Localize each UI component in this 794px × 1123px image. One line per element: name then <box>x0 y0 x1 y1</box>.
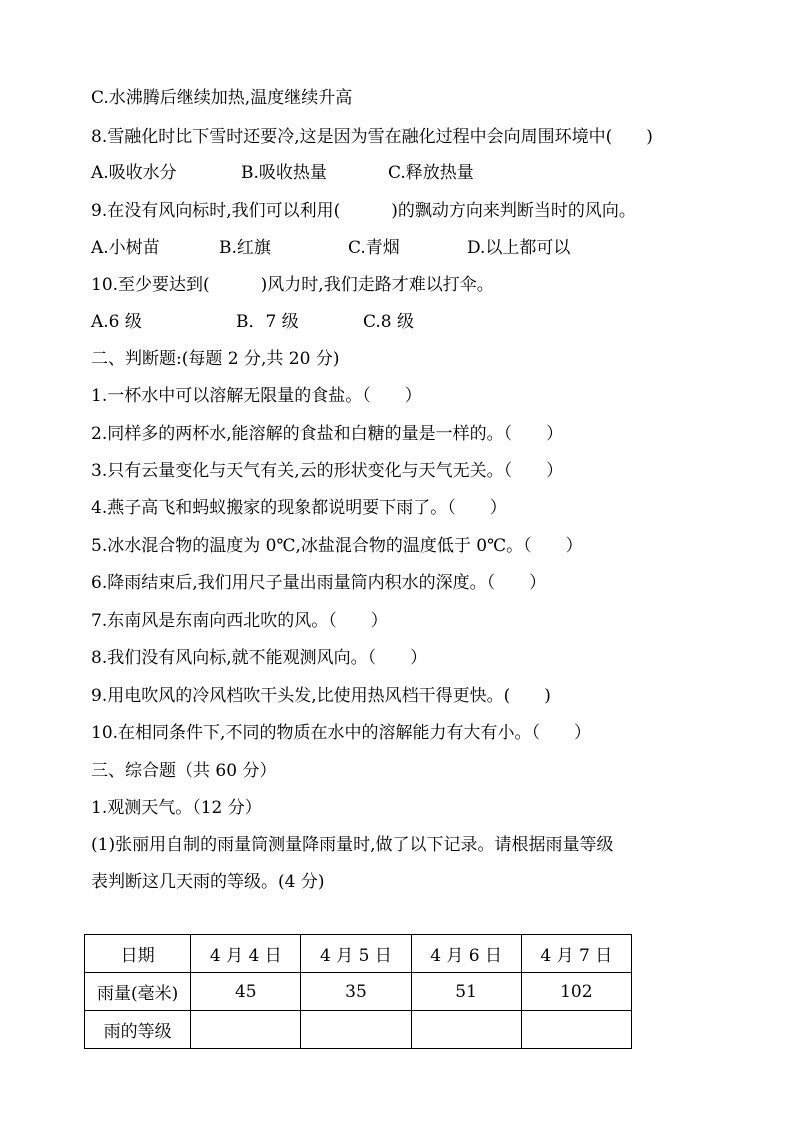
judge-item-7: 7.东南风是东南向西北吹的风。（ ） <box>91 611 388 631</box>
table-cell: 35 <box>301 973 411 1011</box>
judge-item-3: 3.只有云量变化与天气有关,云的形状变化与天气无关。（ ） <box>91 461 564 481</box>
q8-option-b: B.吸收热量 <box>241 163 327 183</box>
judge-item-10: 10.在相同条件下,不同的物质在水中的溶解能力有大有小。（ ） <box>91 723 591 743</box>
table-cell: 雨的等级 <box>85 1011 191 1049</box>
q9-option-c: C.青烟 <box>348 238 400 258</box>
q10-options <box>91 310 415 334</box>
q8-option-a: A.吸收水分 <box>91 163 177 183</box>
judge-item-9: 9.用电吹风的冷风档吹干头发,比使用热风档干得更快。( ) <box>91 686 551 706</box>
table-cell: 日期 <box>85 935 191 973</box>
q8-option-c: C.释放热量 <box>388 163 474 183</box>
q10-option-b: B．7 级 <box>236 312 299 332</box>
judge-item-8: 8.我们没有风向标,就不能观测风向。（ ） <box>91 648 428 668</box>
table-row-grade <box>85 1011 632 1049</box>
judge-item-1: 1.一杯水中可以溶解无限量的食盐。（ ） <box>91 386 422 406</box>
q7-option-c: C.水沸腾后继续加热,温度继续升高 <box>91 88 353 108</box>
rainfall-table <box>84 934 632 1049</box>
table-cell: 4 月 7 日 <box>521 935 631 973</box>
q9-options <box>91 236 571 260</box>
q10-stem: 10.至少要达到( )风力时,我们走路才难以打伞。 <box>91 275 494 295</box>
q9-option-b: B.红旗 <box>219 238 271 258</box>
table-cell: 51 <box>411 973 521 1011</box>
grade-answer-cell[interactable] <box>191 1011 301 1049</box>
judge-item-2: 2.同样多的两杯水,能溶解的食盐和白糖的量是一样的。（ ） <box>91 424 564 444</box>
table-cell: 102 <box>521 973 631 1011</box>
q9-stem: 9.在没有风向标时,我们可以利用( )的飘动方向来判断当时的风向。 <box>91 201 636 221</box>
judge-item-6: 6.降雨结束后,我们用尺子量出雨量筒内积水的深度。（ ） <box>91 573 547 593</box>
table-cell: 4 月 6 日 <box>411 935 521 973</box>
section3-title: 三、综合题（共 60 分） <box>91 761 277 781</box>
section3-q1-1-line1: (1)张丽用自制的雨量筒测量降雨量时,做了以下记录。请根据雨量等级 <box>91 835 614 855</box>
table-cell: 45 <box>191 973 301 1011</box>
q9-option-d: D.以上都可以 <box>467 238 571 258</box>
table-cell: 雨量(毫米) <box>85 973 191 1011</box>
q10-option-a: A.6 级 <box>91 312 142 332</box>
table-row-header <box>85 935 632 973</box>
judge-item-4: 4.燕子高飞和蚂蚁搬家的现象都说明要下雨了。（ ） <box>91 498 507 518</box>
q10-option-c: C.8 级 <box>363 312 415 332</box>
judge-item-5: 5.冰水混合物的温度为 0℃,冰盐混合物的温度低于 0℃。（ ） <box>91 536 583 556</box>
section3-q1: 1.观测天气。（12 分） <box>91 798 262 818</box>
grade-answer-cell[interactable] <box>301 1011 411 1049</box>
section2-title: 二、判断题:(每题 2 分,共 20 分) <box>91 349 340 369</box>
grade-answer-cell[interactable] <box>411 1011 521 1049</box>
section3-q1-1-line2: 表判断这几天雨的等级。(4 分) <box>91 872 325 892</box>
table-cell: 4 月 4 日 <box>191 935 301 973</box>
grade-answer-cell[interactable] <box>521 1011 631 1049</box>
q8-options <box>91 161 474 185</box>
q9-option-a: A.小树苗 <box>91 238 160 258</box>
table-cell: 4 月 5 日 <box>301 935 411 973</box>
q8-stem: 8.雪融化时比下雪时还要冷,这是因为雪在融化过程中会向周围环境中( ) <box>91 127 653 147</box>
table-row-rainfall <box>85 973 632 1011</box>
